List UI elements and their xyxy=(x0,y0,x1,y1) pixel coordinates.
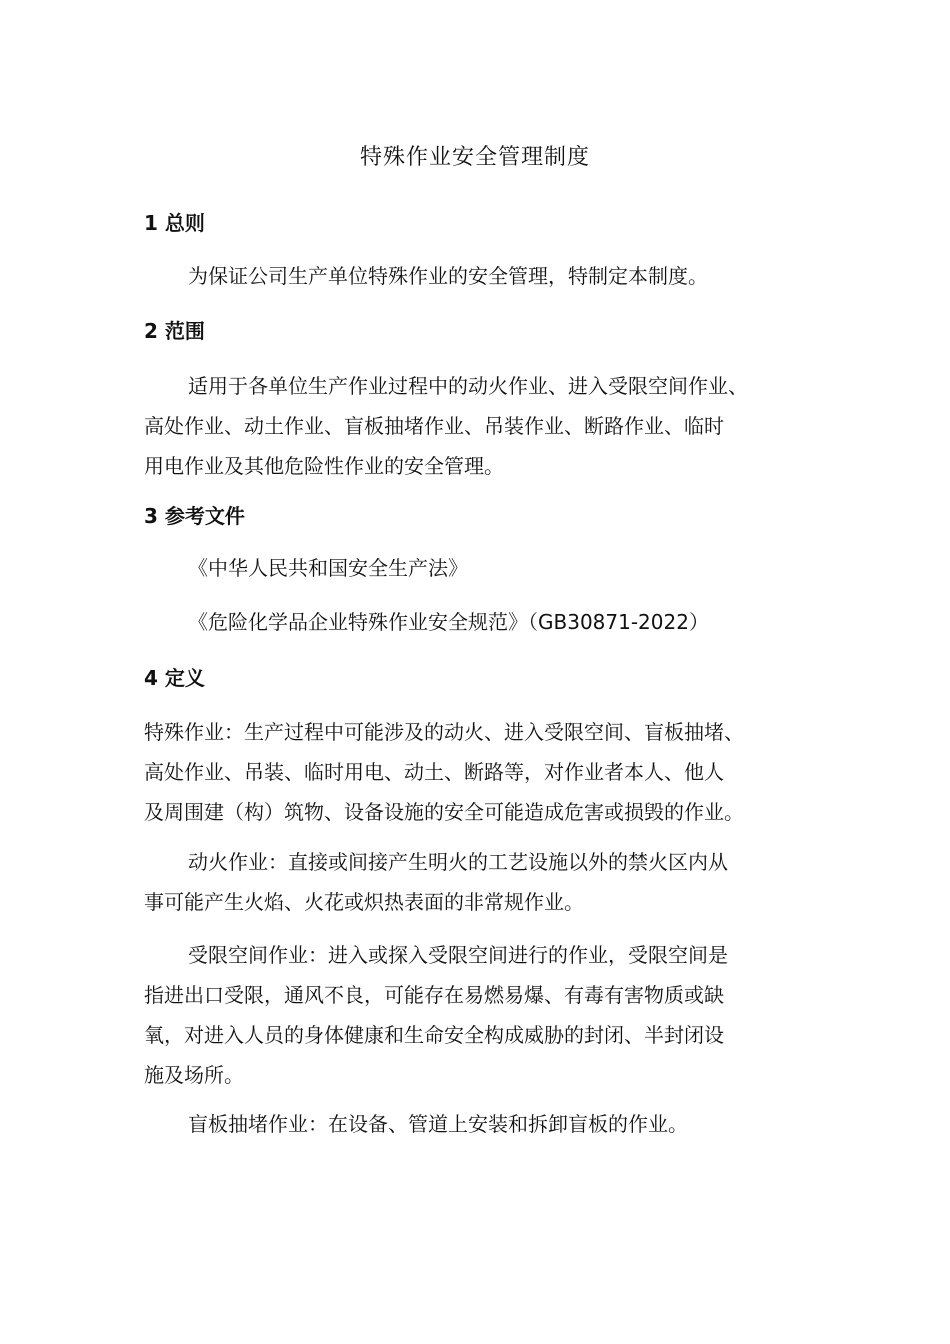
definition-confined-space xyxy=(144,935,834,1095)
paragraph-line: 施及场所。 xyxy=(144,1063,244,1087)
reference-item-2 xyxy=(144,602,834,642)
paragraph-line: 用电作业及其他危险性作业的安全管理。 xyxy=(144,454,504,478)
paragraph-line: 特殊作业：生产过程中可能涉及的动火、进入受限空间、盲板抽堵、 xyxy=(144,720,744,744)
paragraph-line: 事可能产生火焰、火花或炽热表面的非常规作业。 xyxy=(144,890,584,914)
definition-blind-plate xyxy=(144,1104,834,1144)
section-heading-definitions: 4 定义 xyxy=(144,666,205,690)
paragraph-line: 动火作业：直接或间接产生明火的工艺设施以外的禁火区内从 xyxy=(188,850,728,874)
paragraph-line: 为保证公司生产单位特殊作业的安全管理，特制定本制度。 xyxy=(188,264,708,288)
paragraph-line: 《危险化学品企业特殊作业安全规范》（GB30871-2022） xyxy=(188,610,709,634)
paragraph-general xyxy=(144,256,834,296)
paragraph-line: 受限空间作业：进入或探入受限空间进行的作业，受限空间是 xyxy=(188,943,728,967)
paragraph-line: 《中华人民共和国安全生产法》 xyxy=(188,556,468,580)
definition-special-work xyxy=(144,712,834,832)
paragraph-line: 氧，对进入人员的身体健康和生命安全构成威胁的封闭、半封闭设 xyxy=(144,1023,724,1047)
definition-hot-work xyxy=(144,842,834,922)
reference-item-1 xyxy=(144,548,834,588)
paragraph-line: 高处作业、吊装、临时用电、动土、断路等，对作业者本人、他人 xyxy=(144,760,724,784)
paragraph-line: 指进出口受限，通风不良，可能存在易燃易爆、有毒有害物质或缺 xyxy=(144,983,724,1007)
section-heading-scope: 2 范围 xyxy=(144,319,205,343)
paragraph-line: 及周围建（构）筑物、设备设施的安全可能造成危害或损毁的作业。 xyxy=(144,800,744,824)
section-heading-references: 3 参考文件 xyxy=(144,504,245,528)
paragraph-scope xyxy=(144,366,834,486)
section-heading-general: 1 总则 xyxy=(144,211,205,235)
paragraph-line: 高处作业、动土作业、盲板抽堵作业、吊装作业、断路作业、临时 xyxy=(144,414,724,438)
document-title: 特殊作业安全管理制度 xyxy=(359,145,590,170)
paragraph-line: 适用于各单位生产作业过程中的动火作业、进入受限空间作业、 xyxy=(188,374,748,398)
paragraph-line: 盲板抽堵作业：在设备、管道上安装和拆卸盲板的作业。 xyxy=(188,1112,688,1136)
